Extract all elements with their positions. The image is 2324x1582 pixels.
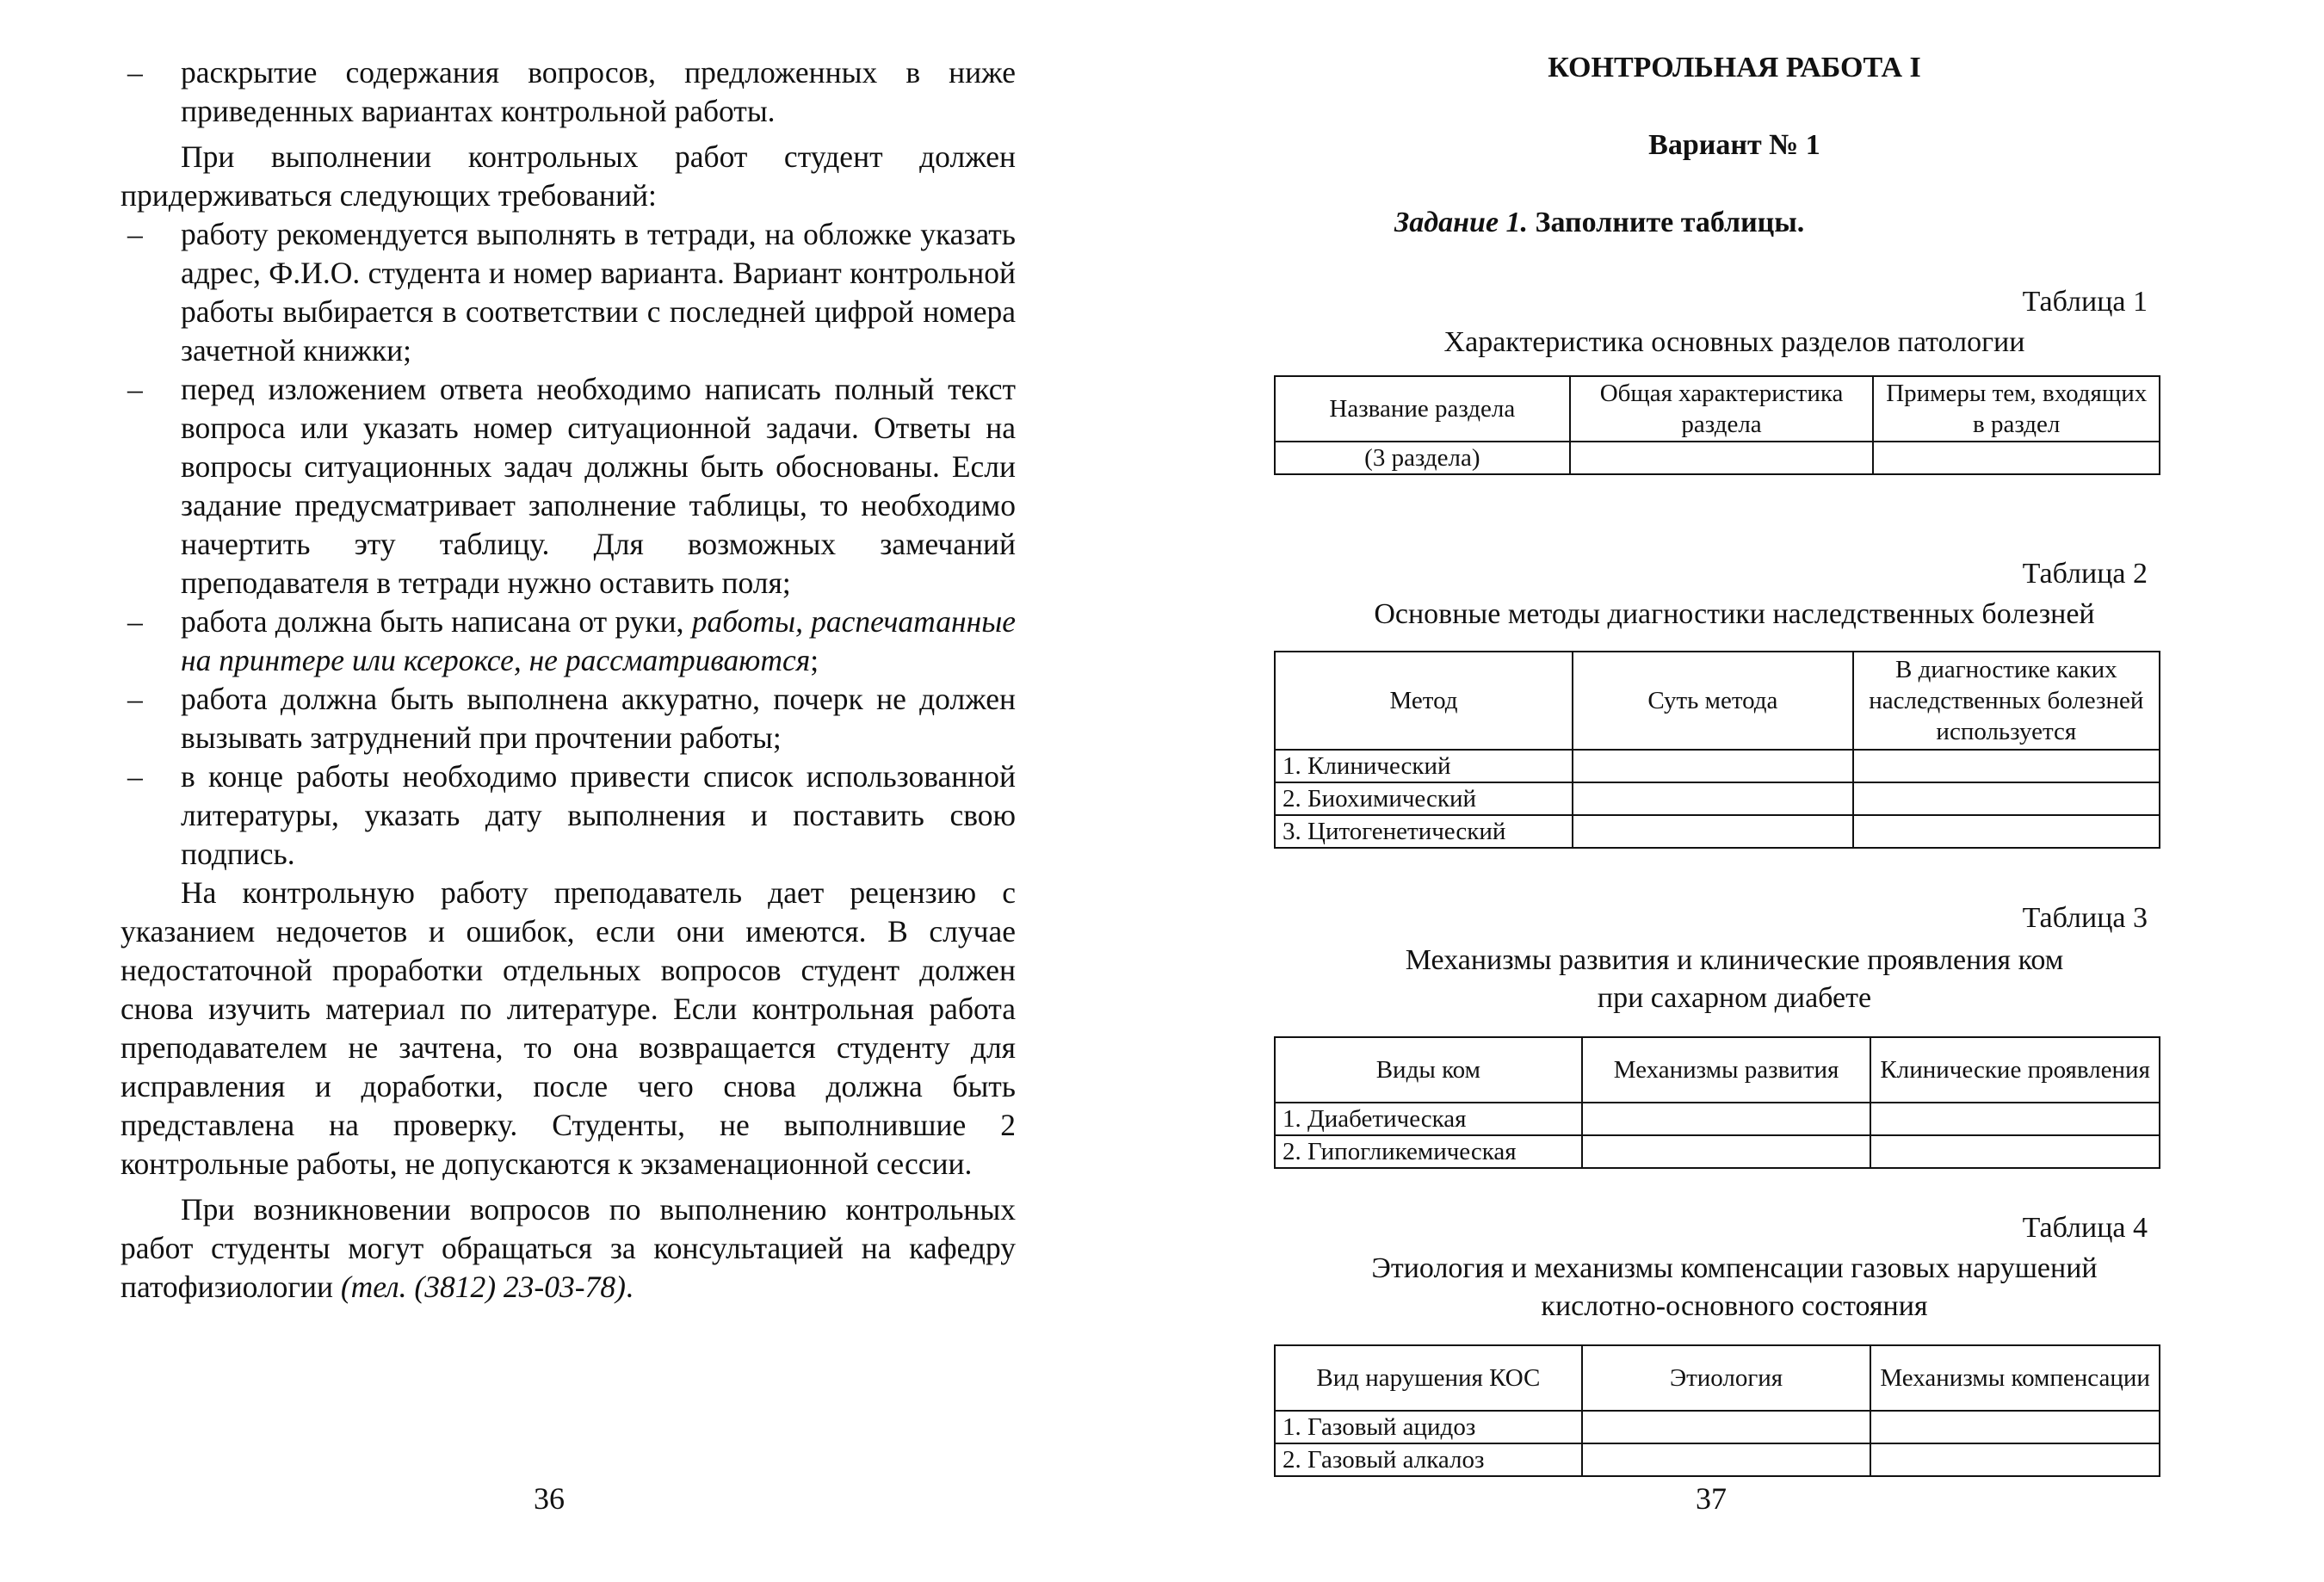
table-cell: 2. Гипогликемическая xyxy=(1275,1135,1582,1168)
table-cell[interactable] xyxy=(1573,782,1853,815)
table-3 xyxy=(1274,1036,2160,1169)
table-cell: 1. Клинический xyxy=(1275,750,1573,782)
table-row xyxy=(1275,1103,2160,1135)
table-row xyxy=(1275,1411,2160,1443)
list-item: – перед изложением ответа необходимо написать полный текст вопроса или указать номер ситуационной задачи. Ответы на вопросы ситуационных задач должны быть обоснованы. Если задание предусматривает заполнение таблицы, то необходимо начертить эту таблицу. Для возможных замечаний преподавателя в тетради нужно оставить поля; xyxy=(127,372,1016,600)
list-item-text: раскрытие содержания вопросов, предложенных в ниже приведенных вариантах контрольной работы. xyxy=(181,55,1016,128)
table-3-label: Таблица 3 xyxy=(2022,902,2148,934)
table-row xyxy=(1275,750,2160,782)
table-header-cell: Название раздела xyxy=(1275,376,1570,442)
list-item: – работу рекомендуется выполнять в тетради, на обложке указать адрес, Ф.И.О. студента и номер варианта. Вариант контрольной работы выбирается в соответствии с последней цифрой номера зачетной книжки; xyxy=(127,217,1016,368)
table-header-cell: Вид нарушения КОС xyxy=(1275,1345,1582,1411)
table-header-row xyxy=(1275,376,2160,442)
task-heading xyxy=(1394,207,1804,239)
table-cell[interactable] xyxy=(1853,750,2160,782)
table-header-cell: Метод xyxy=(1275,652,1573,750)
table-1-caption: Характеристика основных разделов патологии xyxy=(1443,326,2025,358)
list-item-text: работа должна быть написана от руки, xyxy=(181,604,692,639)
table-header-cell: Механизмы развития xyxy=(1582,1037,1871,1103)
table-cell[interactable] xyxy=(1582,1103,1871,1135)
table-header-cell: Этиология xyxy=(1582,1345,1871,1411)
table-cell: 3. Цитогенетический xyxy=(1275,815,1573,848)
table-header-cell: Виды ком xyxy=(1275,1037,1582,1103)
paragraph: На контрольную работу преподаватель дает рецензию с указанием недочетов и ошибок, если они имеются. В случае недостаточной проработки отдельных вопросов студент должен снова изучить материал по литературе. Если контрольная работа преподавателем не зачтена, то она возвращается студенту для исправления и доработки, после чего снова должна быть представлена на проверку. Студенты, не выполнившие 2 контрольные работы, не допускаются к экзаменационной сессии. xyxy=(121,875,1016,1181)
page-number: 37 xyxy=(1696,1481,1727,1516)
table-cell[interactable] xyxy=(1870,1411,2160,1443)
paragraph: При выполнении контрольных работ студент должен придерживаться следующих требований: xyxy=(121,139,1016,213)
list-item-text: работа должна быть выполнена аккуратно, почерк не должен вызывать затруднений при прочтении работы; xyxy=(181,682,1016,755)
table-cell[interactable]: (3 раздела) xyxy=(1275,442,1570,474)
page-number: 36 xyxy=(534,1481,565,1516)
task-label: Задание 1. xyxy=(1394,207,1529,238)
table-header-cell: Клинические проявления xyxy=(1870,1037,2160,1103)
list-item-text: в конце работы необходимо привести список использованной литературы, указать дату выполнения и поставить свою подпись. xyxy=(181,759,1016,871)
table-row xyxy=(1275,1443,2160,1476)
table-cell[interactable] xyxy=(1873,442,2160,474)
list-item: – работа должна быть написана от руки, работы, распечатанные на принтере или ксероксе, не рассматриваются; xyxy=(127,604,1016,677)
table-cell[interactable] xyxy=(1573,750,1853,782)
task-text: Заполните таблицы. xyxy=(1528,207,1805,238)
table-cell: 2. Биохимический xyxy=(1275,782,1573,815)
variant-heading: Вариант № 1 xyxy=(1648,129,1820,161)
table-cell: 2. Газовый алкалоз xyxy=(1275,1443,1582,1476)
caption-line: при сахарном диабете xyxy=(1597,982,1872,1014)
table-cell[interactable] xyxy=(1573,815,1853,848)
table-header-cell: Примеры тем, входящих в раздел xyxy=(1873,376,2160,442)
table-2-caption: Основные методы диагностики наследственных болезней xyxy=(1374,598,2095,630)
table-cell[interactable] xyxy=(1582,1443,1871,1476)
table-row xyxy=(1275,782,2160,815)
table-3-caption xyxy=(1274,942,2195,1017)
table-4-caption xyxy=(1274,1250,2195,1326)
caption-line: Этиология и механизмы компенсации газовых нарушений xyxy=(1371,1252,2098,1284)
table-cell: 1. Диабетическая xyxy=(1275,1103,1582,1135)
table-4 xyxy=(1274,1344,2160,1477)
list-item-italic: работы, распечатанные на принтере или ксероксе, не рассматриваются xyxy=(181,604,1016,677)
list-item: – работа должна быть выполнена аккуратно, почерк не должен вызывать затруднений при прочтении работы; xyxy=(127,682,1016,755)
table-cell[interactable] xyxy=(1853,815,2160,848)
table-header-row xyxy=(1275,1345,2160,1411)
table-1 xyxy=(1274,375,2160,475)
table-cell[interactable] xyxy=(1870,1103,2160,1135)
table-cell[interactable] xyxy=(1582,1411,1871,1443)
table-header-row xyxy=(1275,1037,2160,1103)
table-header-cell: Общая характеристика раздела xyxy=(1570,376,1874,442)
paragraph: При возникновении вопросов по выполнению контрольных работ студенты могут обращаться за консультацией на кафедру патофизиологии (тел. (3812) 23-03-78). xyxy=(121,1192,1016,1304)
table-cell[interactable] xyxy=(1853,782,2160,815)
table-header-row xyxy=(1275,652,2160,750)
table-cell: 1. Газовый ацидоз xyxy=(1275,1411,1582,1443)
page-title: КОНТРОЛЬНАЯ РАБОТА I xyxy=(1548,52,1921,83)
table-cell[interactable] xyxy=(1870,1135,2160,1168)
table-cell[interactable] xyxy=(1582,1135,1871,1168)
list-item: – в конце работы необходимо привести список использованной литературы, указать дату выполнения и поставить свою подпись. xyxy=(127,759,1016,871)
list-item: – раскрытие содержания вопросов, предложенных в ниже приведенных вариантах контрольной работы. xyxy=(127,55,1016,128)
table-row xyxy=(1275,1135,2160,1168)
table-1-label: Таблица 1 xyxy=(2022,286,2148,318)
page-37 xyxy=(1162,0,2324,1582)
caption-line: Механизмы развития и клинические проявления ком xyxy=(1405,944,2064,976)
table-header-cell: Суть метода xyxy=(1573,652,1853,750)
list-item-text: работу рекомендуется выполнять в тетради, на обложке указать адрес, Ф.И.О. студента и номер варианта. Вариант контрольной работы выбирается в соответствии с последней цифрой номера зачетной книжки; xyxy=(181,217,1016,368)
caption-line: кислотно-основного состояния xyxy=(1541,1290,1928,1322)
table-cell[interactable] xyxy=(1570,442,1874,474)
list-item-text: перед изложением ответа необходимо написать полный текст вопроса или указать номер ситуационной задачи. Ответы на вопросы ситуационных задач должны быть обоснованы. Если задание предусматривает заполнение таблицы, то необходимо начертить эту таблицу. Для возможных замечаний преподавателя в тетради нужно оставить поля; xyxy=(181,372,1016,600)
table-row xyxy=(1275,815,2160,848)
phone-number: (тел. (3812) 23-03-78) xyxy=(340,1270,626,1304)
table-cell[interactable] xyxy=(1870,1443,2160,1476)
left-page-text xyxy=(121,53,1016,1307)
table-header-cell: В диагностике каких наследственных болезней используется xyxy=(1853,652,2160,750)
table-2 xyxy=(1274,651,2160,849)
table-2-label: Таблица 2 xyxy=(2022,558,2148,590)
table-4-label: Таблица 4 xyxy=(2022,1212,2148,1244)
table-header-cell: Механизмы компенсации xyxy=(1870,1345,2160,1411)
table-row xyxy=(1275,442,2160,474)
